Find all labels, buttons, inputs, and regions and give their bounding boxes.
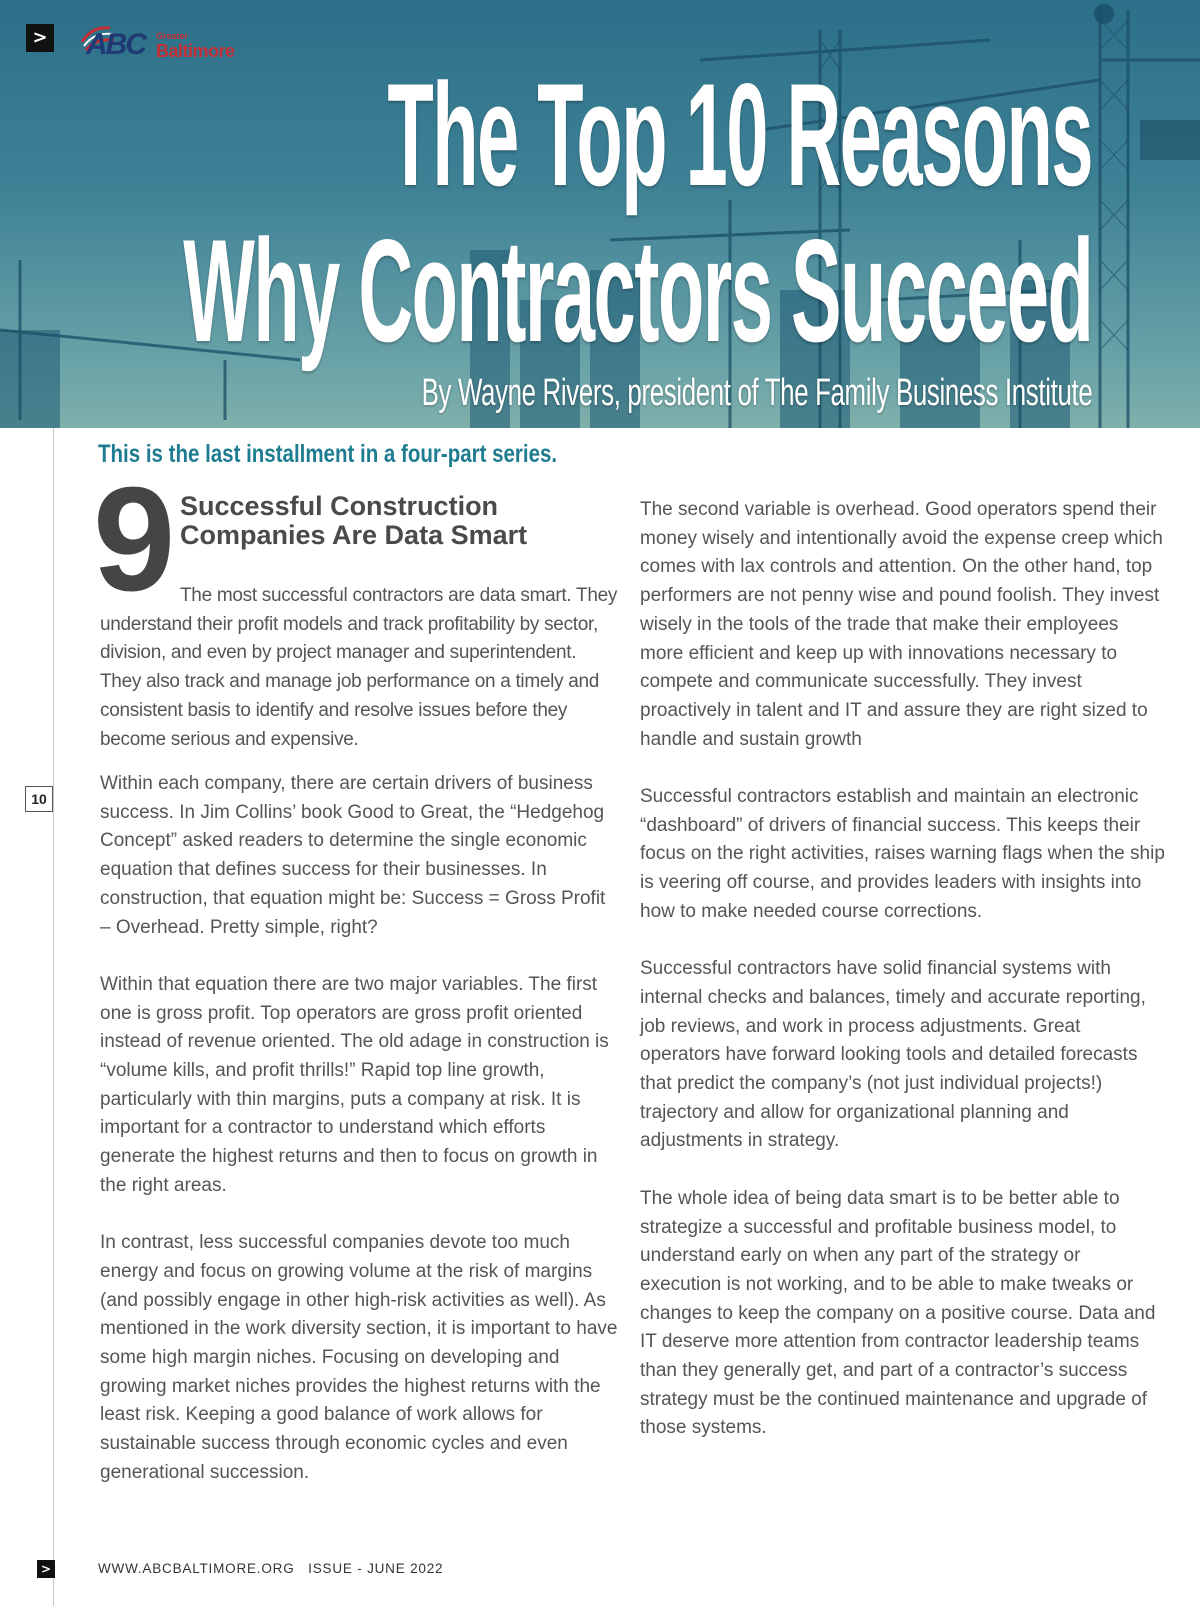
article-paragraph: Successful contractors have solid financial systems with internal checks and balances, timely and accurate reporting, job reviews, and work in process adjustments. Great operators have forward looking tools and detailed forecasts that predict the company’s (not just individual projects!) trajectory and allow for organizational planning and adjustments in strategy. [640,958,1146,1152]
article-title-line-2: Why Contractors Succeed [182,209,1092,372]
article-paragraph: Within each company, there are certain drivers of business success. In Jim Collins’ book Good to Great, the “Hedgehog Concept” asked readers to determine the single economic equation that defines success for their businesses. In construction, that equation might be: Success = Gross Profit – Overhead. Pretty simple, right? [100,773,606,938]
footer-issue: ISSUE - JUNE 2022 [308,1561,444,1576]
logo-city-text: Baltimore [156,41,235,61]
article-intro-paragraph: The most successful contractors are data smart. They understand their profit models and track profitability by sector, division, and even by project manager and superintendent. They also track and manage job performance on a timely and consistent basis to identify and resolve issues before they become serious and expensive. [100,585,618,750]
series-note: This is the last installment in a four-part series. [98,440,558,468]
article-paragraph: In contrast, less successful companies devote too much energy and focus on growing volume at the risk of margins (and possibly engage in other high-risk activities as well). As mentioned in the work diversity section, it is important to have some high margin niches. Focusing on developing and growing market niches provides the highest returns with the least risk. Keeping a good balance of work allows for sustainable success through economic cycles and even generational succession. [100,1232,618,1483]
page-footer [98,1561,443,1576]
article-paragraph: Successful contractors establish and maintain an electronic “dashboard” of drivers of financial success. This keeps their focus on the right activities, raises warning flags when the ship is veering off course, and provides leaders with insights into how to make needed course corrections. [640,786,1165,922]
article-left-column [100,770,620,1516]
logo-chapter-text: Greater [156,31,189,41]
page-margin-rule [53,428,54,1606]
article-right-column [640,496,1165,1472]
section-number-dropcap: 9 [93,457,172,622]
next-page-arrow-icon[interactable]: > [26,24,54,52]
section-heading: Successful Construction Companies Are Data Smart [180,491,528,550]
article-title-line-1: The Top 10 Reasons [387,53,1092,216]
article-paragraph: Within that equation there are two major variables. The first one is gross profit. Top operators are gross profit oriented instead of revenue oriented. The old adage in construction is “volume kills, and profit thrills!” Rapid top line growth, particularly with thin margins, puts a company at risk. It is important for a contractor to understand which efforts generate the highest returns and then to focus on growth in the right areas. [100,973,609,1196]
abc-baltimore-logo[interactable] [80,24,256,66]
article-paragraph: The second variable is overhead. Good operators spend their money wisely and intentionally avoid the expense creep which comes with lax controls and attention. On the other hand, top performers are not penny wise and pound foolish. They invest wisely in the tools of the trade that make their employees more efficient and keep up with innovations necessary to compete and communicate successfully. They invest proactively in talent and IT and assure they are right sized to handle and sustain growth [640,499,1163,750]
page-number: 10 [25,786,53,812]
logo-abc-text: ABC [86,28,145,61]
article-byline: By Wayne Rivers, president of The Family Business Institute [421,372,1092,414]
footer-website-link[interactable]: WWW.ABCBALTIMORE.ORG [98,1561,295,1576]
article-paragraph: The whole idea of being data smart is to be better able to strategize a successful and profitable business model, to understand early on when any part of the strategy or execution is not working, and to be able to make tweaks or changes to keep the company on a positive course. Data and IT deserve more attention from contractor leadership teams than they generally get, and part of a contractor’s success strategy must be the continued maintenance and upgrade of those systems. [640,1187,1156,1439]
next-page-arrow-icon[interactable]: > [37,1560,55,1578]
